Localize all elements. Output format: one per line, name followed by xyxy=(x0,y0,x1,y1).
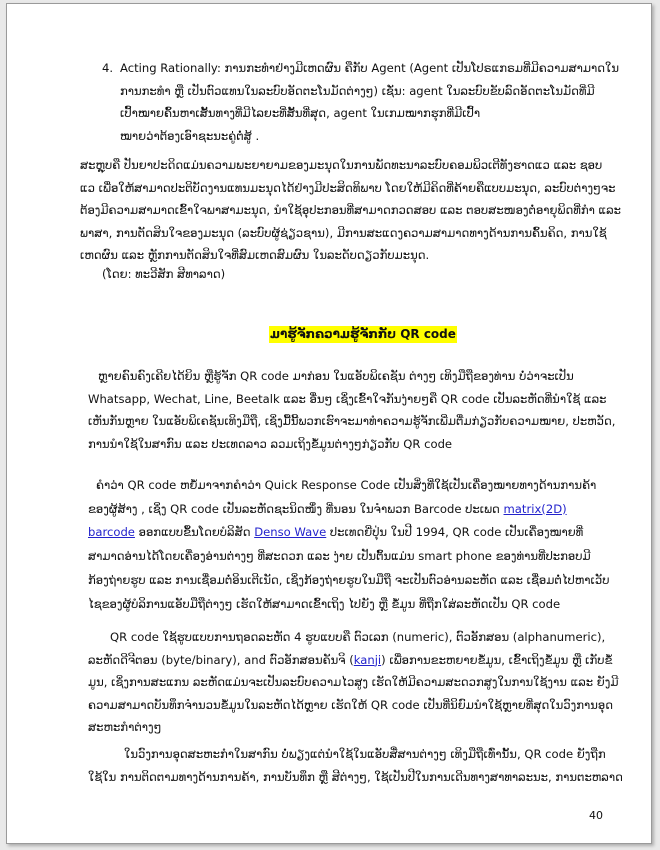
encoding-paragraph xyxy=(88,626,619,739)
p3-line-6: ໄຊຂອງຜູ້ບໍລິການແອັບມືຖືຕ່າງໆ ເຮັດໃຫ້ສາມາດເຂົ້າເຖິງ ໄປຍັງ ຫຼື ຂໍ້ມູນ ທີ່ຖືກໃສ່ລະຫັດເປັນ QR code xyxy=(88,596,561,611)
document-page xyxy=(6,3,652,844)
p2-line-1: ຫຼາຍຄົນຄົງເຄີຍໄດ້ຍິນ ຫຼືຮູ້ຈັກ QR code ມາກ່ອນ ໃນແອັບພິເຄຊັນ ຕ່າງໆ ເທິງມືຖືຂອງທ່ານ ບໍ່ວ່າຈະເປັນ xyxy=(98,369,574,383)
p4-line-4: ຄວາມສາມາດບັນທຶກຈຳນວນຂໍ້ມູນໃນລະຫັດໄດ້ຫຼາຍ ເຮັດໃຫ້ QR code ເປັນທີ່ນິຍົມນຳໃຊ້ຫຼາຍທີ່ສຸດໃນວົງການອຸດ xyxy=(88,697,613,712)
p3-line-1: ຄຳວ່າ QR code ຫຍໍ້ມາຈາກຄຳວ່າ Quick Response Code ເປັນສິ່ງທີ່ໃຊ້ເປັນເຄື່ອງໝາຍທາງດ້ານການຄ້າ xyxy=(96,478,597,492)
p3-line-3 xyxy=(88,521,608,545)
p3-line-2-text: ຂອງຜູ້ສ້າງ , ເຊິ່ງ QR code ເປັນລະຫັດຊະນິດໜຶ່ງ ທີ່ນອນ ໃນຈຳພວກ Barcode ປະເພດ xyxy=(88,501,504,516)
item4-line-2: ການກະທຳ ຫຼື ເປັນຕົວແທນໃນລະບົບອັດຕະໂນມັດຕ່າງໆ) ເຊັ່ນ: agent ໃນລະບົບຂັບລົດອັດຕະໂນມັດທີ່ມີ xyxy=(120,83,595,98)
p3-line-3-post: ປະເທດຍີ່ປຸ່ນ ໃນປີ 1994, QR code ເປັນເຄື່ອງໝາຍທີ່ xyxy=(326,525,584,540)
summary-line-3: ຕ້ອງມີຄວາມສາມາດເຂົ້າໃຈພາສາມະນຸດ, ນຳໃຊ້ອຸປະກອນທີ່ສາມາດກວດສອບ ແລະ ຕອບສະໜອງຕໍ່ອາຍຸພິດທີ່ກຳ ແລະ xyxy=(80,203,622,218)
p4-line-3: ມູນ, ເຊິ່ງການສະແກນ ລະຫັດແມ່ນຈະເປັນລະບົບຄວາມໄວສູງ ເຮັດໃຫ້ມີຄວາມສະດວກສູງໃນການໃຊ້ງານ ແລະ ຍັງມີ xyxy=(88,675,619,690)
p4-line-2-post: ) ເພື່ອການຂະຫຍາຍຂໍ້ມູນ, ເຂົ້າເຖິງຂໍ້ມູນ ຫຼື ເກັບຂໍ້ xyxy=(381,652,613,667)
p3-line-3-mid: ອອກແບບຂຶ້ນໂດຍບໍລິສັດ xyxy=(134,525,255,540)
p3-line-2 xyxy=(88,498,608,522)
denso-wave-link[interactable]: Denso Wave xyxy=(254,525,327,540)
p2-line-2: Whatsapp, Wechat, Line, Beetalk ແລະ ອື່ນໆ ເຊິ່ງເຂົ້າໃຈກັນງ່າຍໆຄື QR code ເປັນລະຫັດທີ່ນຳໃຊ້ ແລະ xyxy=(88,391,607,406)
barcode-link[interactable]: barcode xyxy=(88,525,135,540)
p2-line-4: ການນຳໃຊ້ໃນສາກົນ ແລະ ປະເທດລາວ ລວມເຖິງຂໍ້ມູນຕ່າງໆກ່ຽວກັບ QR code xyxy=(88,436,453,451)
p5-line-2: ໃຊ້ໃນ ການຕິດຕາມທາງດ້ານການຄ້າ, ການບັນທຶກ ຫຼື ສີຕ່າງໆ, ໃຊ້ເປັນປີໃນການເດີນທາງສາທາລະນະ, ການຕະຫລາດ xyxy=(88,769,623,784)
kanji-link[interactable]: kanji xyxy=(353,652,382,667)
p3-line-5: ກ້ອງຖ່າຍຮູບ ແລະ ການເຊື່ອມຕໍ່ອິນເຕີເນັດ, ເຊິ່ງກ້ອງຖ່າຍຮູບໃນມືຖື ຈະເປັນຕົວອ່ານລະຫັດ ແລະ ເຊື່ອມຕໍ່ໄປຫາເວັບ xyxy=(88,572,610,587)
summary-paragraph xyxy=(80,154,622,267)
definition-paragraph xyxy=(88,474,608,616)
item4-line-3: ເປົ້າໝາຍຄົ້ນຫາເສັ້ນທາງທີ່ມີໄລຍະທີ່ສັ້ນທີ່ສຸດ, agent ໃນເກມໝາກຮຸກທີ່ມີເປົ້າ xyxy=(120,106,481,120)
p4-line-1: QR code ໃຊ້ຮູບແບບການຖອດລະຫັດ 4 ຮູບແບບຄື ຕົວເລກ (numeric), ຕົວອັກສອນ (alphanumeric), xyxy=(110,630,606,644)
intro-paragraph xyxy=(88,365,616,455)
author-credit: (ໂດຍ: ທະວີສັກ ສີທາລາດ) xyxy=(102,267,226,281)
heading-suffix: QR code xyxy=(400,327,456,341)
summary-line-4: ພາສາ, ການຕັດສິນໃຈຂອງມະນຸດ (ລະບົບຜູ້ຊ່ຽວຊານ), ມີການສະແດງຄວາມສາມາດທາງດ້ານການຄົ້ນຄິດ, ການໃຊ້ xyxy=(80,225,607,240)
p3-line-4: ສາມາດອ່ານໄດ້ໂດຍເຄື່ອງອ່ານຕ່າງໆ ທີ່ສະດວກ ແລະ ງ່າຍ ເປັນຕົ້ນແມ່ນ smart phone ຂອງທ່ານທີ່ປະກອບມີ xyxy=(88,549,591,564)
p4-line-2 xyxy=(88,649,613,672)
summary-line-2: ແວ ເພື່ອໃຫ້ສາມາດປະຕິບັດງານແທນມະນຸດໄດ້ຢ່າງມີປະສິດທິພາບ ໂດຍໃຫ້ມີຄິດທີ່ຄ້າຍຄືແບບມະນຸດ, ລະບົບຕ່າງໆຈະ xyxy=(80,180,616,195)
item4-line-4: ໝາຍວ່າຕ້ອງເອົາຊະນະຄູ່ຕໍ່ສູ້ . xyxy=(120,128,260,143)
p4-line-5: ສະຫະກຳຕ່າງໆ xyxy=(88,720,162,735)
section-heading xyxy=(269,326,457,343)
p5-line-1: ໃນວົງການອຸດສະຫະກຳໃນສາກົນ ບໍ່ພຽງແຕ່ນຳໃຊ້ໃນແອັບສື່ສານຕ່າງໆ ເທິງມືຖືເທົ່ານັ້ນ, QR code ຍັງຖືກ xyxy=(124,747,606,761)
item4-line-1: Acting Rationally: ການກະທຳຢ່າງມີເຫດຜົນ ຄືກັບ Agent (Agent ເປັນໂປຣແກຣມທີ່ມີຄວາມສາມາດໃນ xyxy=(120,61,620,75)
industry-paragraph xyxy=(88,743,623,788)
summary-line-5: ເຫດຜົນ ແລະ ຫຼັກການຕັດສິນໃຈທີ່ສົມເຫດສົມຜົນ ໃນລະດັບດຽວກັບມະນຸດ. xyxy=(80,248,430,263)
p2-line-3: ເຫັນກັນຫຼາຍ ໃນແອັບພິເຄຊັນເທິງມືຖື, ເຊິ່ງມື້ນີ້ພວກເຮົາຈະມາທຳຄວາມຮູ້ຈັກເພີ່ມຕື່ມກ່ຽວກັບຄວາມໝາຍ, ປະຫວັດ, xyxy=(88,414,616,429)
matrix-link[interactable]: matrix(2D) xyxy=(503,501,567,516)
page-number: 40 xyxy=(589,809,603,822)
p4-line-2-pre: ລະຫັດດີຈີຕອນ (byte/binary), and ຕົວອັກສອນຄັນຈິ ( xyxy=(88,652,354,667)
heading-prefix: ມາຮູ້ຈັກຄວາມຮູ້ຈັກກັບ xyxy=(270,327,401,341)
summary-line-1: ສະຫຼຸບຄື ປັນຍາປະດິດແມ່ນຄວາມພະຍາຍາມຂອງມະນຸດໃນການພັດທະນາລະບົບຄອມພິວເຕີທັງຮາດແວ ແລະ ຊອບ xyxy=(80,158,603,172)
list-item-number: 4. xyxy=(102,61,114,75)
